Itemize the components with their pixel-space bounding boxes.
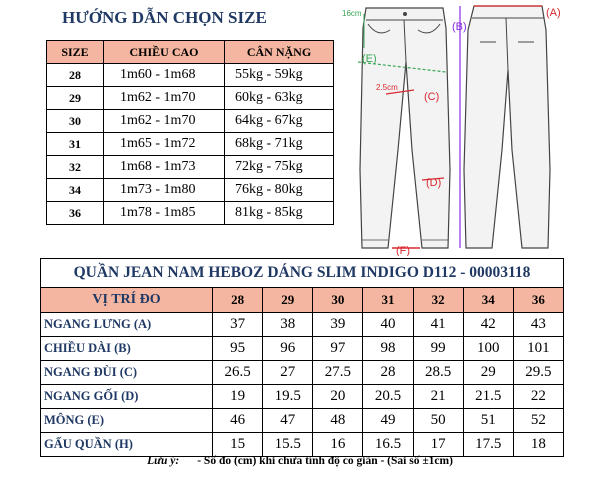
label-b: (B) <box>452 21 467 33</box>
height-cell: 1m62 - 1m70 <box>104 87 225 110</box>
measurement-value: 95 <box>213 337 263 361</box>
note-text: - Số đo (cm) khi chưa tính độ co giãn - (Sai số ±1cm) <box>197 455 453 467</box>
knee-label: 2.5cm <box>376 83 398 92</box>
measurement-value: 37 <box>213 313 263 337</box>
size-guide-row <box>47 179 334 202</box>
size-guide-title: HƯỚNG DẪN CHỌN SIZE <box>62 8 267 27</box>
size-guide-row <box>47 202 334 225</box>
size-column-header: 30 <box>313 288 363 313</box>
measurement-label: CHIỀU DÀI (B) <box>41 337 213 361</box>
height-cell: 1m65 - 1m72 <box>104 133 225 156</box>
height-cell: 1m73 - 1m80 <box>104 179 225 202</box>
measurement-value: 96 <box>263 337 313 361</box>
measurement-value: 42 <box>463 313 513 337</box>
height-cell: 1m68 - 1m73 <box>104 156 225 179</box>
height-cell: 1m62 - 1m70 <box>104 110 225 133</box>
weight-cell: 55kg - 59kg <box>225 64 334 87</box>
measurement-row <box>41 337 564 361</box>
size-header: SIZE <box>47 41 104 64</box>
measurement-value: 51 <box>463 409 513 433</box>
measurement-value: 17 <box>413 433 463 457</box>
measurement-value: 97 <box>313 337 363 361</box>
size-guide-row <box>47 133 334 156</box>
measurement-value: 18 <box>513 433 563 457</box>
label-d: (D) <box>426 177 442 189</box>
size-cell: 34 <box>47 179 104 202</box>
measurement-value: 39 <box>313 313 363 337</box>
weight-cell: 72kg - 75kg <box>225 156 334 179</box>
measurement-value: 47 <box>263 409 313 433</box>
note-line <box>0 455 600 467</box>
measurement-label: GẤU QUẦN (H) <box>41 433 213 457</box>
measurement-value: 99 <box>413 337 463 361</box>
measurement-label: NGANG ĐÙI (C) <box>41 361 213 385</box>
position-header: VỊ TRÍ ĐO <box>41 288 213 313</box>
measurement-label: MÔNG (E) <box>41 409 213 433</box>
measurement-title-row <box>41 259 564 288</box>
weight-cell: 64kg - 67kg <box>225 110 334 133</box>
measurement-value: 101 <box>513 337 563 361</box>
measurement-row <box>41 385 564 409</box>
size-column-header: 29 <box>263 288 313 313</box>
measurement-value: 15 <box>213 433 263 457</box>
measurement-value: 20 <box>313 385 363 409</box>
measurement-value: 46 <box>213 409 263 433</box>
size-column-header: 28 <box>213 288 263 313</box>
measurement-label: NGANG GỐI (D) <box>41 385 213 409</box>
measurement-value: 29.5 <box>513 361 563 385</box>
size-cell: 32 <box>47 156 104 179</box>
measurement-value: 16 <box>313 433 363 457</box>
jeans-front-view <box>360 8 450 248</box>
rise-label: 16cm <box>342 9 362 18</box>
size-cell: 31 <box>47 133 104 156</box>
measurement-value: 22 <box>513 385 563 409</box>
height-cell: 1m78 - 1m85 <box>104 202 225 225</box>
weight-cell: 81kg - 85kg <box>225 202 334 225</box>
size-guide-row <box>47 87 334 110</box>
size-cell: 30 <box>47 110 104 133</box>
measurement-row <box>41 433 564 457</box>
size-cell: 36 <box>47 202 104 225</box>
note-label: Lưu ý: <box>147 455 180 467</box>
measurement-value: 100 <box>463 337 513 361</box>
measurement-value: 16.5 <box>363 433 413 457</box>
size-column-header: 32 <box>413 288 463 313</box>
measurement-title: QUẦN JEAN NAM HEBOZ DÁNG SLIM INDIGO D112 - 00003118 <box>41 259 564 288</box>
jeans-measurement-diagram <box>340 0 600 256</box>
measurement-value: 26.5 <box>213 361 263 385</box>
weight-header: CÂN NẶNG <box>225 41 334 64</box>
size-guide-row <box>47 110 334 133</box>
measurement-value: 21.5 <box>463 385 513 409</box>
measurement-table <box>40 258 564 457</box>
measurement-value: 98 <box>363 337 413 361</box>
measurement-row <box>41 409 564 433</box>
measurement-value: 19.5 <box>263 385 313 409</box>
size-column-header: 34 <box>463 288 513 313</box>
height-header: CHIỀU CAO <box>104 41 225 64</box>
measurement-value: 27.5 <box>313 361 363 385</box>
size-column-header: 31 <box>363 288 413 313</box>
height-cell: 1m60 - 1m68 <box>104 64 225 87</box>
measurement-value: 49 <box>363 409 413 433</box>
size-guide-header-row <box>47 41 334 64</box>
size-cell: 29 <box>47 87 104 110</box>
measurement-row <box>41 313 564 337</box>
measurement-row <box>41 361 564 385</box>
measurement-value: 43 <box>513 313 563 337</box>
label-a: (A) <box>546 7 561 19</box>
label-e: (E) <box>362 53 377 65</box>
measurement-value: 19 <box>213 385 263 409</box>
measurement-value: 28.5 <box>413 361 463 385</box>
size-column-header: 36 <box>513 288 563 313</box>
measurement-value: 27 <box>263 361 313 385</box>
size-guide-table <box>46 40 334 225</box>
measurement-value: 52 <box>513 409 563 433</box>
measurement-value: 21 <box>413 385 463 409</box>
jeans-back-view <box>464 6 550 248</box>
size-guide-row <box>47 64 334 87</box>
measurement-value: 20.5 <box>363 385 413 409</box>
measurement-label: NGANG LƯNG (A) <box>41 313 213 337</box>
label-c: (C) <box>424 91 440 103</box>
measurement-value: 38 <box>263 313 313 337</box>
measurement-value: 48 <box>313 409 363 433</box>
weight-cell: 60kg - 63kg <box>225 87 334 110</box>
size-cell: 28 <box>47 64 104 87</box>
weight-cell: 68kg - 71kg <box>225 133 334 156</box>
measurement-value: 29 <box>463 361 513 385</box>
measurement-value: 28 <box>363 361 413 385</box>
measurement-value: 17.5 <box>463 433 513 457</box>
weight-cell: 76kg - 80kg <box>225 179 334 202</box>
size-guide-row <box>47 156 334 179</box>
label-f: (F) <box>396 245 411 256</box>
measurement-value: 50 <box>413 409 463 433</box>
measurement-value: 41 <box>413 313 463 337</box>
measurement-value: 40 <box>363 313 413 337</box>
measurement-value: 15.5 <box>263 433 313 457</box>
measurement-header-row <box>41 288 564 313</box>
